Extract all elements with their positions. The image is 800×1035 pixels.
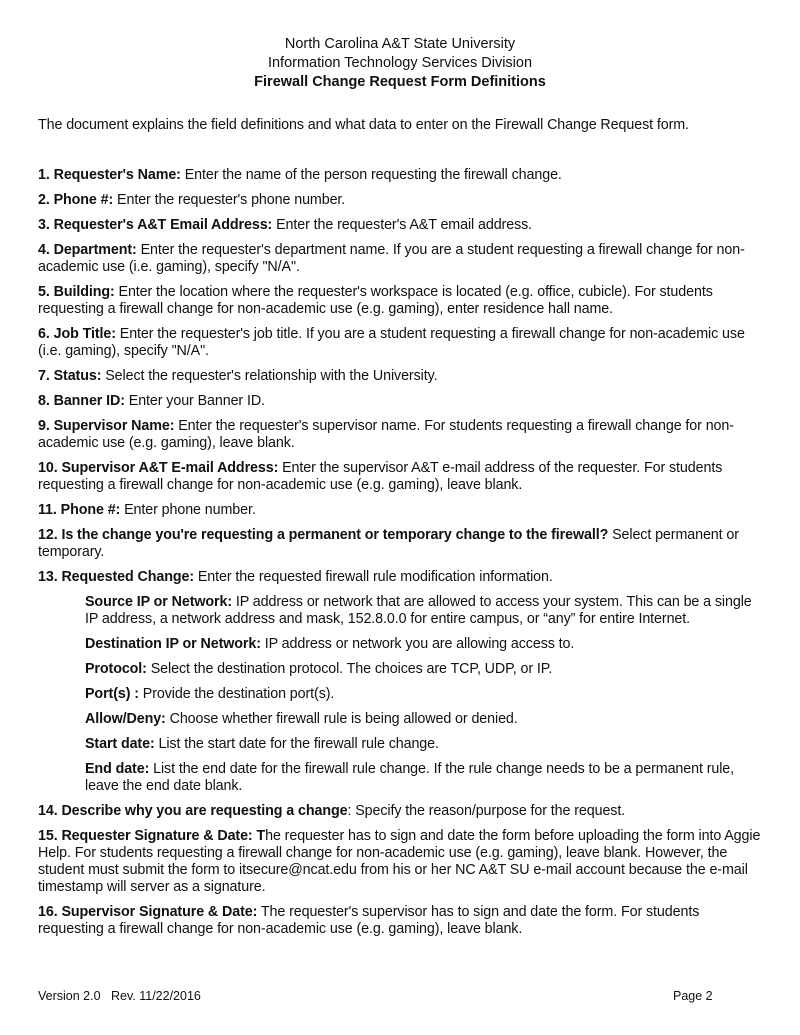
field-definition: Enter the supervisor A&T e-mail address of the requester. For students requesting a firewall change for non-academic use (e.g. gaming), leave blank. (38, 460, 723, 493)
field-name: 8. Banner ID: (38, 393, 125, 409)
field-definition: Enter the requester's A&T email address. (272, 217, 533, 233)
field-name: Source IP or Network: (85, 594, 232, 610)
definition-item (38, 284, 768, 318)
field-name: 10. Supervisor A&T E-mail Address: (38, 460, 279, 476)
field-definition: Enter the requester's supervisor name. For students requesting a firewall change for non-academic use (e.g. gaming), leave blank. (38, 418, 734, 451)
field-definition: Select permanent or temporary. (38, 527, 739, 560)
field-name: 15. Requester Signature & Date: T (38, 828, 266, 844)
definition-item (38, 242, 768, 276)
field-definition: Select the requester's relationship with the University. (101, 368, 438, 384)
definition-item (38, 393, 768, 410)
field-definition: Enter the requester's department name. If you are a student requesting a firewall change for non-academic use (i.e. gaming), specify "N/A". (38, 242, 745, 275)
definition-item (38, 527, 768, 561)
field-definition: The requester's supervisor has to sign and date the form. For students requesting a firewall change for non-academic use (e.g. gaming), leave blank. (38, 904, 700, 937)
sub-definition-item (85, 761, 768, 795)
definition-item (38, 828, 768, 896)
field-definition: Select the destination protocol. The choices are TCP, UDP, or IP. (146, 661, 553, 677)
definition-item (38, 460, 768, 494)
definition-item (38, 192, 768, 209)
field-definition: Enter the name of the person requesting the firewall change. (180, 167, 562, 183)
sub-definition-item (85, 711, 768, 728)
field-name: 1. Requester's Name: (38, 167, 181, 183)
field-name: 5. Building: (38, 284, 115, 300)
field-definition: List the end date for the firewall rule change. If the rule change needs to be a permanent rule, leave the end date blank. (85, 761, 735, 794)
division-name: Information Technology Services Division (267, 55, 533, 71)
definition-item (38, 904, 768, 938)
field-definition: Enter phone number. (120, 502, 256, 518)
field-name: 12. Is the change you're requesting a permanent or temporary change to the firewall? (38, 527, 609, 543)
footer-version (38, 989, 201, 1003)
field-definition: : Specify the reason/purpose for the request. (347, 803, 626, 819)
field-name: Port(s) : (85, 686, 139, 702)
document-header (0, 35, 800, 92)
field-name: 16. Supervisor Signature & Date: (38, 904, 258, 920)
field-definition: Choose whether firewall rule is being allowed or denied. (165, 711, 518, 727)
definition-item (38, 502, 768, 519)
definition-item (38, 326, 768, 360)
university-name: North Carolina A&T State University (284, 36, 516, 52)
field-name: 14. Describe why you are requesting a change (38, 803, 348, 819)
field-name: 2. Phone #: (38, 192, 114, 208)
field-name: End date: (85, 761, 150, 777)
definition-item (38, 368, 768, 385)
field-name: Start date: (85, 736, 155, 752)
field-name: 3. Requester's A&T Email Address: (38, 217, 273, 233)
field-name: 9. Supervisor Name: (38, 418, 175, 434)
field-definition: Enter the requester's phone number. (113, 192, 346, 208)
sub-definition-item (85, 736, 768, 753)
field-definition: Enter your Banner ID. (124, 393, 265, 409)
sub-definition-item (85, 661, 768, 678)
field-definition: Enter the requested firewall rule modification information. (194, 569, 553, 585)
intro-text: The document explains the field definitions and what data to enter on the Firewall Change Request form. (38, 117, 689, 133)
definitions-list (38, 167, 768, 946)
field-name: Allow/Deny: (85, 711, 166, 727)
field-definition: IP address or network that are allowed to access your system. This can be a single IP address, a network address and mask, 152.8.0.0 for entire campus, or “any” for entire Internet. (85, 594, 752, 627)
version: Version 2.0 (38, 989, 101, 1003)
sub-definition-item (85, 686, 768, 703)
sub-definition-item (85, 594, 768, 628)
field-name: Destination IP or Network: (85, 636, 261, 652)
field-name: Protocol: (85, 661, 147, 677)
field-name: 7. Status: (38, 368, 102, 384)
page-number: Page 2 (673, 989, 713, 1003)
definition-item (38, 569, 768, 586)
definition-item (38, 803, 768, 820)
field-definition: List the start date for the firewall rule change. (154, 736, 439, 752)
revision-date: Rev. 11/22/2016 (110, 989, 201, 1003)
definition-item (38, 217, 768, 234)
sub-definition-item (85, 636, 768, 653)
field-name: 11. Phone #: (38, 502, 121, 518)
field-name: 4. Department: (38, 242, 137, 258)
field-definition: Enter the requester's job title. If you are a student requesting a firewall change for non-academic use (i.e. gaming), specify "N/A". (38, 326, 745, 359)
field-name: 13. Requested Change: (38, 569, 194, 585)
field-definition: Provide the destination port(s). (138, 686, 335, 702)
definition-item (38, 167, 768, 184)
definition-item (38, 418, 768, 452)
field-definition: IP address or network you are allowing access to. (260, 636, 575, 652)
field-name: 6. Job Title: (38, 326, 116, 342)
document-title: Firewall Change Request Form Definitions (254, 74, 546, 90)
field-definition: Enter the location where the requester's workspace is located (e.g. office, cubicle). For students requesting a firewall change for non-academic use (e.g. gaming), enter residence hall name. (38, 284, 713, 317)
field-definition: he requester has to sign and date the form before uploading the form into Aggie Help. For students requesting a firewall change for non-academic use (e.g. gaming), leave blank. However, the student must submit the form to itsecure@ncat.edu from his or her NC A&T SU e-mail account because the e-mail timestamp will server as a signature. (38, 828, 761, 895)
